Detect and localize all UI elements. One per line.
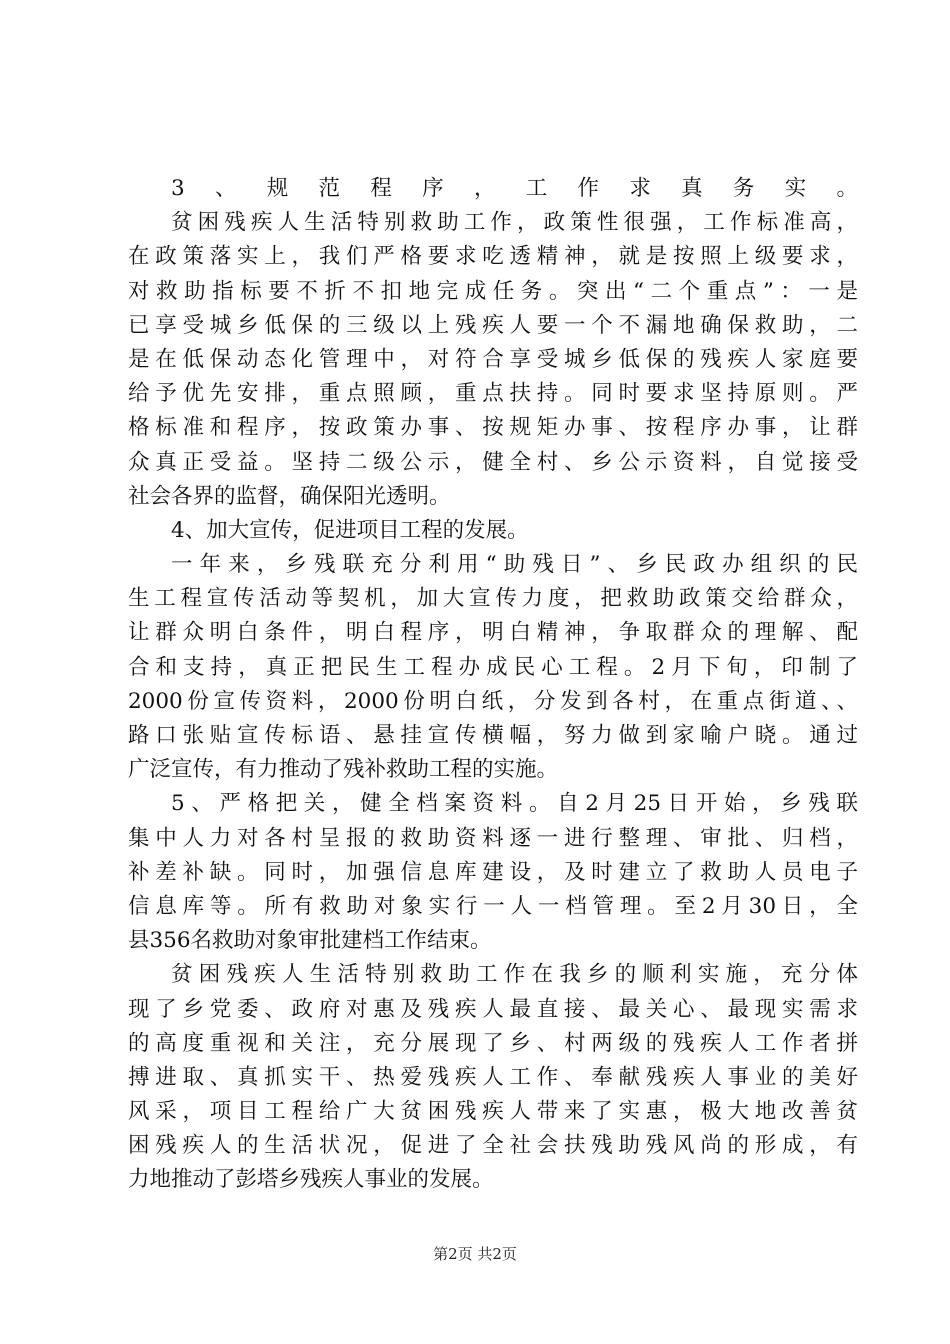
page-footer: 第2页 共2页 xyxy=(433,1245,517,1263)
paragraph-line: 一年来，乡残联充分利用“助残日”、乡民政办组织的民 xyxy=(171,552,858,578)
paragraph-line: 给予优先安排，重点照顾，重点扶持。同时要求坚持原则。严 xyxy=(128,381,858,407)
paragraph-line: 贫困残疾人生活特别救助工作在我乡的顺利实施，充分体 xyxy=(171,962,858,988)
paragraph-line: 2000份宣传资料，2000份明白纸，分发到各村，在重点街道、、 xyxy=(128,688,858,714)
paragraph-line: 信息库等。所有救助对象实行一人一档管理。至2月30日，全 xyxy=(128,893,858,919)
paragraph-line: 社会各界的监督，确保阳光透明。 xyxy=(128,483,451,509)
paragraph-line: 众真正受益。坚持二级公示，健全村、乡公示资料，自觉接受 xyxy=(128,449,858,475)
paragraph-line: 力地推动了彭塔乡残疾人事业的发展。 xyxy=(128,1167,494,1193)
paragraph-line: 格标准和程序，按政策办事、按规矩办事、按程序办事，让群 xyxy=(128,415,858,441)
paragraph-line: 已享受城乡低保的三级以上残疾人要一个不漏地确保救助，二 xyxy=(128,312,858,338)
paragraph-line: 风采，项目工程给广大贫困残疾人带来了实惠，极大地改善贫 xyxy=(128,1099,858,1125)
section-heading-3: 3、规范程序，工作求真务实。 xyxy=(171,176,858,201)
paragraph-line: 县356名救助对象审批建档工作结束。 xyxy=(128,928,492,954)
paragraph-line: 生工程宣传活动等契机，加大宣传力度，把救助政策交给群众， xyxy=(128,586,858,612)
section-heading-4: 4、加大宣传，促进项目工程的发展。 xyxy=(171,517,529,543)
paragraph-line: 的高度重视和关注，充分展现了乡、村两级的残疾人工作者拼 xyxy=(128,1030,858,1056)
paragraph-line: 广泛宣传，有力推动了残补救助工程的实施。 xyxy=(128,757,559,783)
document-body xyxy=(128,172,858,1198)
paragraph-line: 对救助指标要不折不扣地完成任务。突出“二个重点”：一是 xyxy=(128,278,858,304)
section-heading-5: 5、严格把关，健全档案资料。自2月25日开始，乡残联 xyxy=(171,791,858,817)
paragraph-line: 搏进取、真抓实干、热爱残疾人工作、奉献残疾人事业的美好 xyxy=(128,1064,858,1090)
paragraph-line: 路口张贴宣传标语、悬挂宣传横幅，努力做到家喻户晓。通过 xyxy=(128,723,858,748)
paragraph-line: 现了乡党委、政府对惠及残疾人最直接、最关心、最现实需求 xyxy=(128,996,858,1022)
paragraph-line: 贫困残疾人生活特别救助工作，政策性很强，工作标准高， xyxy=(171,210,858,236)
paragraph-line: 集中人力对各村呈报的救助资料逐一进行整理、审批、归档， xyxy=(128,825,858,851)
paragraph-line: 合和支持，真正把民生工程办成民心工程。2月下旬，印制了 xyxy=(128,654,858,680)
paragraph-line: 补差补缺。同时，加强信息库建设，及时建立了救助人员电子 xyxy=(128,859,858,885)
paragraph-line: 在政策落实上，我们严格要求吃透精神，就是按照上级要求， xyxy=(128,244,858,270)
paragraph-line: 是在低保动态化管理中，对符合享受城乡低保的残疾人家庭要 xyxy=(128,346,858,372)
paragraph-line: 让群众明白条件，明白程序，明白精神，争取群众的理解、配 xyxy=(128,620,858,646)
paragraph-line: 困残疾人的生活状况，促进了全社会扶残助残风尚的形成，有 xyxy=(128,1133,858,1159)
